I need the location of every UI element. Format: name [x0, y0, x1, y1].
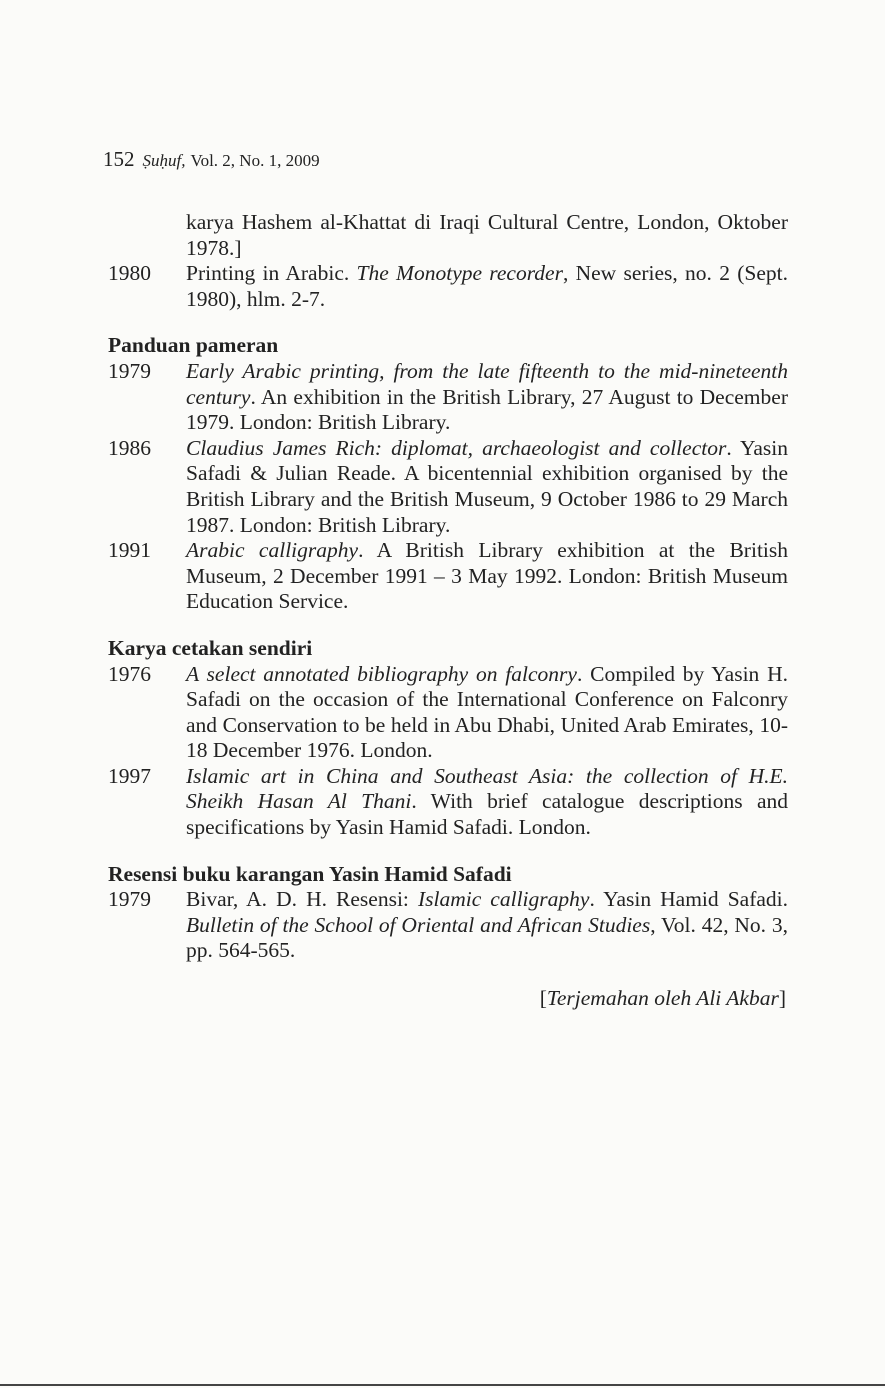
bibliography-entry: [108, 887, 788, 964]
journal-volume: Vol. 2, No. 1, 2009: [190, 151, 320, 170]
bibliography-entry: [108, 764, 788, 841]
continuation-text: karya Hashem al-Khattat di Iraqi Cultural Centre, London, Oktober 1978.]: [186, 210, 788, 260]
entry-text: Claudius James Rich: diplomat, archaeologist and collector. Yasin Safadi & Julian Reade. A bicentennial exhibition organised by the British Library and the British Museum, 9 October 1986 to 29 March 1987. London: British Library.: [186, 435, 788, 537]
entry-text: Bivar, A. D. H. Resensi: Islamic calligraphy. Yasin Hamid Safadi. Bulletin of the School of Oriental and African Studies, Vol. 42, No. 3, pp. 564-565.: [186, 887, 789, 963]
running-header: [103, 146, 320, 174]
section-heading-reviews: Resensi buku karangan Yasin Hamid Safadi: [108, 861, 512, 886]
section-heading-own-prints: Karya cetakan sendiri: [108, 635, 313, 660]
page-number: 152: [103, 147, 135, 171]
entry-year: 1980: [108, 261, 151, 286]
entry-text: A select annotated bibliography on falconry. Compiled by Yasin H. Safadi on the occasion of the International Conference on Falconry and Conservation to be held in Abu Dhabi, United Arab Emirates, 10-18 December 1976. London.: [186, 661, 789, 763]
translator-credit: [Terjemahan oleh Ali Akbar]: [539, 986, 786, 1011]
entry-text: Islamic art in China and Southeast Asia: the collection of H.E. Sheikh Hasan Al Thani. With brief catalogue descriptions and specifications by Yasin Hamid Safadi. London.: [186, 763, 788, 840]
bibliography-entry: [108, 359, 788, 436]
bibliography-entry: [108, 436, 788, 538]
entry-year: 1979: [108, 887, 151, 912]
entry-year: 1986: [108, 435, 151, 460]
entry-text: Printing in Arabic. The Monotype recorder, New series, no. 2 (Sept. 1980), hlm. 2-7.: [186, 261, 788, 311]
entry-year: 1979: [108, 358, 151, 383]
page-body: [108, 210, 788, 1012]
section-heading-exhibitions: Panduan pameran: [108, 333, 279, 358]
bibliography-entry: [108, 662, 788, 764]
entry-text: Early Arabic printing, from the late fifteenth to the mid-nineteenth century. An exhibition in the British Library, 27 August to December 1979. London: British Library.: [186, 358, 788, 435]
entry-text: Arabic calligraphy. A British Library exhibition at the British Museum, 2 December 1991 – 3 May 1992. London: British Museum Education Service.: [186, 538, 789, 614]
entry-year: 1976: [108, 661, 151, 686]
bibliography-entry: [108, 261, 788, 312]
bibliography-entry: [108, 538, 788, 615]
page-edge-rule: [0, 1384, 885, 1386]
entry-year: 1991: [108, 538, 151, 563]
journal-title: Ṣuḥuf,: [142, 151, 186, 170]
entry-year: 1997: [108, 763, 151, 788]
